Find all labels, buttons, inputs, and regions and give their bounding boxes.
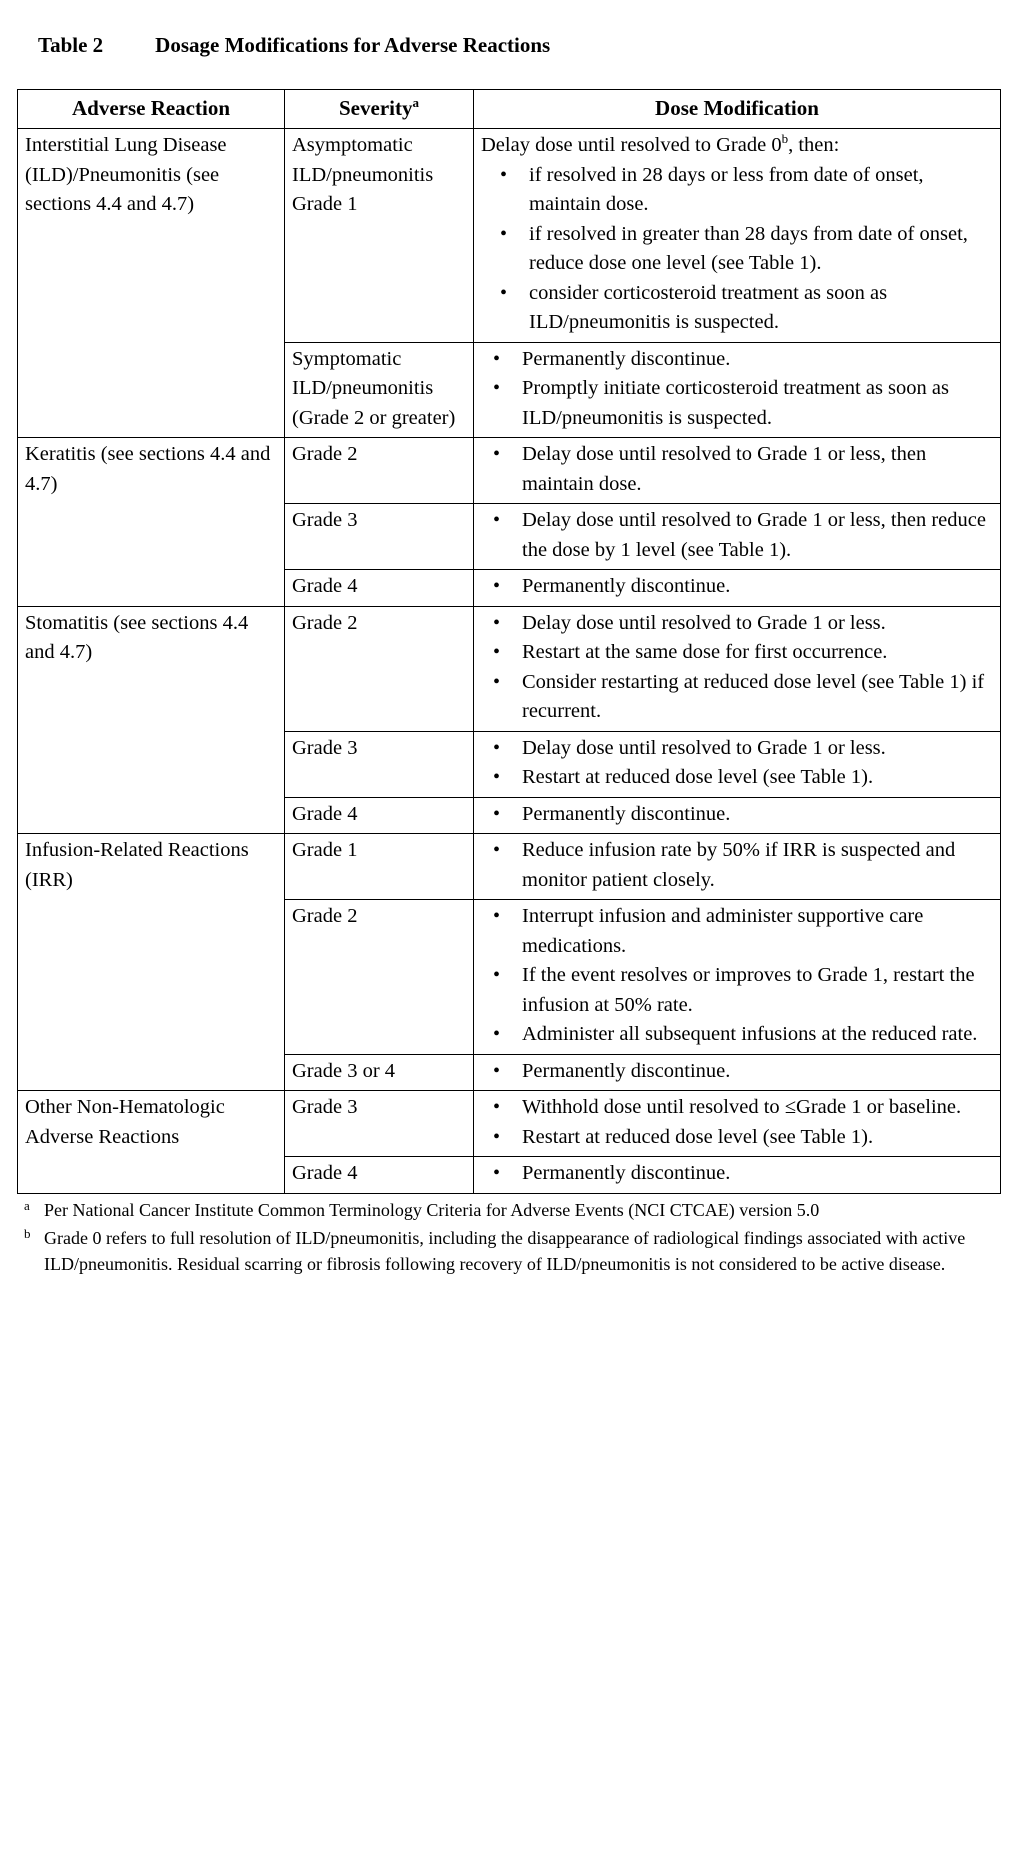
severity-cell: Grade 3 or 4	[285, 1054, 474, 1091]
dose-bullet-item: • Permanently discontinue.	[481, 1057, 993, 1087]
dose-bullet-list	[481, 1057, 993, 1087]
footnote-marker: a	[24, 1197, 30, 1213]
severity-cell: Grade 1	[285, 834, 474, 900]
severity-cell: Grade 3	[285, 504, 474, 570]
dose-bullet-item: • if resolved in greater than 28 days from date of onset, reduce dose one level (see Table 1).	[481, 220, 993, 279]
severity-cell: Grade 2	[285, 606, 474, 731]
dose-bullet-item: • Delay dose until resolved to Grade 1 or less.	[481, 609, 993, 639]
dose-bullet-list	[481, 161, 993, 338]
dose-bullet-item: • Delay dose until resolved to Grade 1 or less, then maintain dose.	[481, 440, 993, 499]
table-header	[18, 90, 1001, 129]
table-caption-label: Table 2	[38, 33, 104, 57]
dose-bullet-item: • Permanently discontinue.	[481, 572, 993, 602]
column-header-severity-text: Severity	[339, 96, 413, 120]
dose-bullet-item: • Interrupt infusion and administer supportive care medications.	[481, 902, 993, 961]
dose-bullet-item: • consider corticosteroid treatment as soon as ILD/pneumonitis is suspected.	[481, 279, 993, 338]
table-header-row	[18, 90, 1001, 129]
adverse-reaction-cell: Infusion-Related Reactions (IRR)	[18, 834, 285, 1091]
table-row	[18, 606, 1001, 731]
severity-cell: Grade 2	[285, 438, 474, 504]
footnote	[17, 1225, 1000, 1277]
dose-bullet-item: • Restart at reduced dose level (see Table 1).	[481, 763, 993, 793]
dose-bullet-item: • Permanently discontinue.	[481, 345, 993, 375]
dose-bullet-list	[481, 902, 993, 1050]
table-body	[18, 129, 1001, 1194]
dose-lead-main: Delay dose until resolved to Grade 0	[481, 134, 782, 156]
dose-bullet-list	[481, 734, 993, 793]
dose-modification-cell	[474, 570, 1001, 607]
severity-cell: Grade 4	[285, 797, 474, 834]
dose-bullet-item: • Administer all subsequent infusions at the reduced rate.	[481, 1020, 993, 1050]
column-header-severity	[285, 90, 474, 129]
dose-bullet-item: • Reduce infusion rate by 50% if IRR is suspected and monitor patient closely.	[481, 836, 993, 895]
adverse-reaction-cell: Other Non-Hematologic Adverse Reactions	[18, 1091, 285, 1194]
table-row	[18, 834, 1001, 900]
dose-bullet-item: • If the event resolves or improves to Grade 1, restart the infusion at 50% rate.	[481, 961, 993, 1020]
dose-bullet-list	[481, 836, 993, 895]
dose-modification-cell	[474, 834, 1001, 900]
dose-modification-cell	[474, 342, 1001, 438]
adverse-reaction-cell: Keratitis (see sections 4.4 and 4.7)	[18, 438, 285, 607]
dose-bullet-item: • if resolved in 28 days or less from date of onset, maintain dose.	[481, 161, 993, 220]
footnote-text: Per National Cancer Institute Common Terminology Criteria for Adverse Events (NCI CTCAE) version 5.0	[44, 1199, 820, 1220]
column-header-dose-modification: Dose Modification	[474, 90, 1001, 129]
adverse-reaction-cell: Interstitial Lung Disease (ILD)/Pneumonitis (see sections 4.4 and 4.7)	[18, 129, 285, 438]
dose-lead-footnote-marker: b	[781, 131, 789, 147]
adverse-reaction-cell: Stomatitis (see sections 4.4 and 4.7)	[18, 606, 285, 834]
dose-bullet-list	[481, 800, 993, 830]
dose-bullet-list	[481, 572, 993, 602]
dosage-modifications-table	[17, 89, 1001, 1194]
dose-bullet-item: • Promptly initiate corticosteroid treatment as soon as ILD/pneumonitis is suspected.	[481, 374, 993, 433]
table-caption-title: Dosage Modifications for Adverse Reactions	[155, 33, 551, 57]
dose-modification-cell	[474, 797, 1001, 834]
dose-bullet-list	[481, 506, 993, 565]
dose-modification-cell	[474, 1157, 1001, 1194]
severity-cell: Symptomatic ILD/pneumonitis (Grade 2 or greater)	[285, 342, 474, 438]
dose-modification-cell	[474, 731, 1001, 797]
dose-modification-cell	[474, 438, 1001, 504]
column-header-adverse-reaction: Adverse Reaction	[18, 90, 285, 129]
table-footnotes	[17, 1197, 1000, 1277]
severity-cell: Grade 4	[285, 1157, 474, 1194]
dose-bullet-item: • Permanently discontinue.	[481, 1159, 993, 1189]
dose-bullet-list	[481, 1093, 993, 1152]
table-row	[18, 1091, 1001, 1157]
dose-bullet-list	[481, 1159, 993, 1189]
dose-modification-cell	[474, 900, 1001, 1055]
dose-bullet-list	[481, 609, 993, 727]
severity-cell: Grade 2	[285, 900, 474, 1055]
severity-cell: Asymptomatic ILD/pneumonitis Grade 1	[285, 129, 474, 343]
severity-footnote-marker: a	[412, 95, 419, 110]
dose-bullet-item: • Restart at the same dose for first occurrence.	[481, 638, 993, 668]
dose-modification-cell	[474, 1091, 1001, 1157]
table-row	[18, 438, 1001, 504]
footnote-marker: b	[24, 1225, 31, 1241]
dose-bullet-item: • Consider restarting at reduced dose level (see Table 1) if recurrent.	[481, 668, 993, 727]
dose-bullet-list	[481, 345, 993, 434]
table-row	[18, 129, 1001, 343]
dose-bullet-item: • Delay dose until resolved to Grade 1 or less.	[481, 734, 993, 764]
severity-cell: Grade 3	[285, 731, 474, 797]
dose-lead-tail: , then:	[788, 134, 840, 156]
dose-bullet-item: • Withhold dose until resolved to ≤Grade 1 or baseline.	[481, 1093, 993, 1123]
dose-modification-cell	[474, 504, 1001, 570]
dose-modification-cell	[474, 1054, 1001, 1091]
dose-modification-cell	[474, 129, 1001, 343]
dose-lead-text	[481, 131, 993, 161]
table-caption	[17, 6, 1000, 84]
footnote-text: Grade 0 refers to full resolution of ILD/pneumonitis, including the disappearance of radiological findings associated with active ILD/pneumonitis. Residual scarring or fibrosis following recovery of ILD/pneumonitis is not considered to be active disease.	[44, 1227, 966, 1274]
severity-cell: Grade 3	[285, 1091, 474, 1157]
dose-modification-cell	[474, 606, 1001, 731]
dose-bullet-item: • Delay dose until resolved to Grade 1 or less, then reduce the dose by 1 level (see Table 1).	[481, 506, 993, 565]
footnote	[17, 1197, 1000, 1223]
dose-bullet-item: • Permanently discontinue.	[481, 800, 993, 830]
severity-cell: Grade 4	[285, 570, 474, 607]
dose-bullet-item: • Restart at reduced dose level (see Table 1).	[481, 1123, 993, 1153]
dose-bullet-list	[481, 440, 993, 499]
